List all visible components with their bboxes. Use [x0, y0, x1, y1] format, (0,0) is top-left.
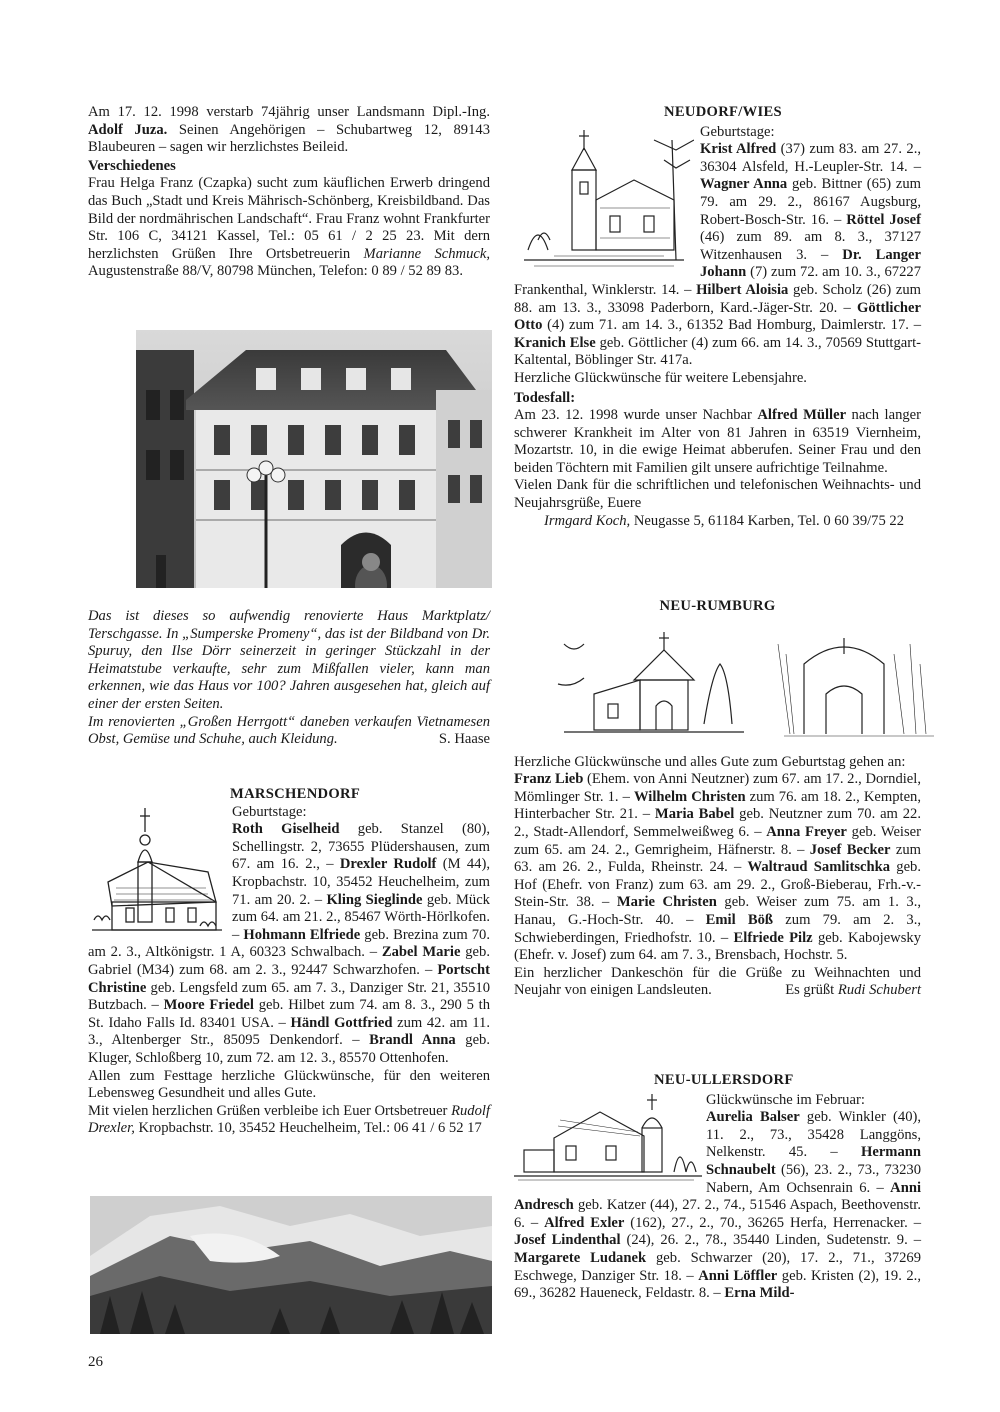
text-run: geb. Bittner (65) zum 79. am 29. 2., 86167 Augsburg, Robert-Bosch-Str. 16. – — [700, 176, 921, 228]
neurumburg-birthdays — [514, 771, 921, 965]
marschendorf-section — [88, 786, 490, 1138]
text-run: zum 79. am 2. 3., Schwieberdingen, Friedhofstr. 10. – — [514, 911, 922, 946]
text-run: Am 17. 12. 1998 verstarb 74jährig unser Landsmann Dipl.-Ing. — [88, 104, 490, 120]
person-name: Maria Babel — [654, 806, 735, 823]
text-run: Das ist dieses so aufwendig renovierte Haus Marktplatz/ Terschgasse. In „Sumperske Promeny“, das ist der Bildband von Dr. Spuruy, den Ilse Dörr seinerzeit in geringer Stückzahl in der Heimatstube verkaufte, sehr zum Mißfallen vieler, kann man erkennen, wie das Haus vor 100? Jahren ausgesehen hat, gleich auf einer der ersten Seiten. — [88, 608, 490, 712]
person-name: Anna Freyer — [766, 823, 847, 840]
person-name: Händl Gottfried — [290, 1014, 393, 1031]
text-run: geb. Kristen (2), 19. 2., 69., 36282 Haueneck, Feldastr. 8. – — [514, 1267, 921, 1302]
text-run: (37) zum 83. am 27. 2., 36304 Alsfeld, H.-Leupler-Str. 14. – — [700, 141, 921, 175]
text-run: geb. Neutzner zum 70. am 22. 2., Stadt-Allendorf, Semmelweißweg 6. – — [514, 806, 921, 840]
neudorf-death-heading: Todesfall: — [514, 389, 576, 406]
marschendorf-chapel-drawing — [88, 802, 226, 938]
text-run: (56), 23. 2., 73., 73230 Nabern, Am Ochsenrain 6. – — [706, 1161, 921, 1196]
text-run: zum 76. am 18. 2., Kempten, Hinterbacher Str. 21. – — [514, 788, 921, 823]
photo-caption-text-2 — [88, 714, 490, 749]
text-run: geb. Winkler (40), 11. 2., 73., 35428 Langgöns, Nelkenstr. 45. – — [706, 1109, 922, 1161]
text-run: Neugasse 5, 61184 Karben, Tel. 0 60 39/75 22 — [630, 512, 905, 529]
person-name: Zabel Marie — [381, 944, 461, 961]
text-run: Kropbachstr. 10, 35452 Heuchelheim, Tel.: 06 41 / 6 52 17 — [134, 1120, 482, 1137]
text-run: geb. Brezina zum 70. am 2. 3., Altkönigstr. 1 A, 60323 Schwalbach. – — [88, 926, 490, 961]
text-run: geb. Weiser zum 75. am 1. 3., Hanau, G.-Hoch-Str. 40. – — [514, 894, 921, 928]
text-run: Seinen Angehörigen – Schubartweg 12, 89143 Blaubeuren – sagen wir herzlichstes Beileid. — [88, 121, 490, 156]
person-name: Hermann Schnaubelt — [706, 1144, 921, 1178]
person-name: Wagner Anna — [700, 176, 788, 193]
text-run: (4) zum 71. am 14. 3., 61352 Bad Homburg, Daimlerstr. 17. – — [542, 317, 921, 334]
person-name: Hilbert Aloisia — [696, 281, 789, 298]
neudorf-death-text — [514, 407, 921, 477]
neuullersdorf-church-drawing — [514, 1090, 702, 1184]
photo-caption-signature: S. Haase — [438, 731, 490, 748]
person-name: Alfred Müller — [757, 407, 847, 424]
landscape-photo-drawing — [90, 1196, 492, 1334]
marschendorf-title: MARSCHENDORF — [230, 786, 361, 802]
marschendorf-intro: Geburtstage: — [232, 803, 307, 820]
obituary-paragraph — [88, 104, 490, 157]
person-name: Aurelia Balser — [706, 1109, 800, 1126]
person-name: Kranich Else — [514, 334, 596, 351]
neuullersdorf-section — [514, 1072, 921, 1303]
person-name: Portscht Christine — [88, 961, 490, 996]
building-photo-drawing — [136, 330, 492, 588]
person-name: Roth Giselheid — [232, 821, 340, 838]
person-name: Brandl Anna — [369, 1032, 456, 1049]
neurumburg-chapel-drawings — [554, 624, 954, 744]
text-run: geb. Gabriel (M34) zum 68. am 2. 3., 92447 Schwarzhofen. – — [88, 944, 490, 978]
neurumburg-signature-prefix: Es grüßt — [785, 982, 835, 999]
text-run: (Ehem. von Anni Neutzner) zum 67. am 17. 2., Dorndiel, Mömlinger Str. 1. – — [514, 771, 921, 805]
person-name: Margarete Ludanek — [514, 1249, 647, 1266]
text-run: geb. Lengsfeld zum 65. am 7. 3., Danziger Str. 21, 35510 Butzbach. – — [88, 979, 490, 1014]
marschendorf-wishes: Allen zum Festtage herzliche Glückwünsche, für den weiteren Lebensweg Gesundheit und alles Gute. — [88, 1067, 490, 1102]
person-name: Dr. Langer Johann — [700, 246, 922, 281]
neurumburg-thanks-text: Ein herzlicher Dankeschön für die Grüße zu Weihnachten und Neujahr von einigen Landsleuten. — [514, 964, 921, 999]
neuullersdorf-intro: Glückwünsche im Februar: — [706, 1091, 865, 1108]
neurumburg-signature-name: Rudi Schubert — [837, 982, 921, 999]
person-name: Waltraud Samlitschka — [747, 859, 891, 876]
neurumburg-section — [514, 598, 921, 1000]
text-run: geb. Mück zum 64. am 21. 2., 85467 Wörth-Hörlkofen. – — [232, 891, 490, 943]
person-name: Drexler Rudolf — [339, 856, 437, 873]
photo-caption — [88, 608, 490, 749]
person-name: Moore Friedel — [163, 997, 254, 1014]
neudorf-intro: Geburtstage: — [700, 123, 775, 140]
neurumburg-thanks — [514, 965, 921, 1000]
text-run: (46) zum 89. am 8. 3., 37127 Witzenhausen 3. – — [700, 229, 921, 263]
person-name: Hohmann Elfriede — [243, 926, 361, 943]
person-name: Elfriede Pilz — [733, 929, 813, 946]
person-name: Röttel Josef — [846, 211, 921, 228]
text-run: geb. Katzer (44), 27. 2., 74., 51546 Aspach, Beethovenstr. 6. – — [514, 1197, 921, 1231]
text-run: nach langer schwerer Krankheit im Alter von 81 Jahren in 63519 Viernheim, Mozartstr. 10, in die ewige Heimat abberufen. Seiner Frau und den beiden Töchtern mit Familien gilt unsere aufrichtige Teilnahme. — [514, 407, 921, 476]
building-photo — [136, 330, 492, 588]
neudorf-church-drawing — [514, 120, 694, 272]
text-run: zum 42. am 11. 3., Altenberger Str., 85095 Denkendorf. – — [88, 1014, 490, 1049]
person-name: Alfred Exler — [544, 1214, 625, 1231]
text-run: geb. Hof (Ehefr. von Franz) zum 63. am 29. 2., Groß-Bieberau, Frh.-v.-Stein-Str. 38. – — [514, 859, 921, 911]
italic-text: Irmgard Koch, — [544, 512, 631, 529]
text-run: Im renovierten „Großen Herrgott“ daneben verkaufen Vietnamesen Obst, Gemüse und Schuhe, auch Kleidung. — [88, 713, 490, 748]
text-run: geb. Stanzel (80), Schellingstr. 2, 73655 Plüdershausen, zum 67. am 16. 2., – — [232, 821, 490, 873]
text-run: (M 44), Kropbachstr. 10, 35452 Heuchelheim, zum 71. am 20. 2. – — [232, 856, 490, 908]
person-name: Emil Böß — [705, 911, 774, 928]
misc-paragraph — [88, 175, 490, 281]
italic-text: Rudolf Drexler, — [88, 1102, 490, 1137]
text-run: (7) zum 72. am 10. 3., 67227 Frankenthal, Winklerstr. 14. – — [514, 264, 921, 298]
person-name: Adolf Juza. — [88, 121, 168, 138]
text-run: (162), 27., 2., 70., 36265 Herfa, Herrenacker. – — [624, 1214, 921, 1231]
neudorf-title: NEUDORF/WIES — [664, 104, 782, 120]
text-run: (24), 26. 2., 78., 35440 Linden, Sudetenstr. 9. – — [620, 1232, 921, 1249]
text-run: Mit vielen herzlichen Grüßen verbleibe ich Euer Ortsbetreuer — [88, 1102, 452, 1119]
text-run: zum 63. am 26. 2., Fulda, Rheinstr. 24. – — [514, 841, 922, 876]
neudorf-signature — [514, 513, 921, 531]
text-run: geb. Kabojewsky (Ehefr. v. Josef) zum 64. am 7. 3., Brensbach, Hochstr. 5. — [514, 929, 921, 964]
person-name: Wilhelm Christen — [633, 788, 746, 805]
person-name: Göttlicher Otto — [514, 299, 921, 334]
text-run: geb. Hilbet zum 74. am 8. 3., 290 5 th St. Idaho Falls Id. 83401 USA. – — [88, 997, 490, 1031]
person-name: Anni Andresch — [514, 1179, 921, 1214]
person-name: Josef Becker — [809, 841, 891, 858]
text-run: geb. Kluger, Schloßberg 10, zum 72. am 12. 3., 85570 Ottenhofen. — [88, 1032, 490, 1066]
text-run: Frau Helga Franz (Czapka) sucht zum käuflichen Erwerb dringend das Buch „Stadt und Kreis Mährisch-Schönberg, Kreisbildband. Das Bild der nordmährischen Landschaft“. Frau Franz wohnt Frankfurter Str. 106 C, 34121 Kassel, Tel.: 05 61 / 2 25 23. Mit dern herzlichsten Grüßen Ihre Ortsbetreuerin — [88, 175, 490, 262]
text-run: geb. Schwarzer (20), 17. 2., 71., 37269 Eschwege, Danziger Str. 18. – — [514, 1249, 922, 1284]
neurumburg-title: NEU-RUMBURG — [659, 598, 776, 614]
text-run: Augustenstraße 88/V, 80798 München, Telefon: 0 89 / 52 89 83. — [88, 263, 463, 280]
text-run: geb. Göttlicher (4) zum 66. am 14. 3., 70569 Stuttgart-Kaltental, Böblinger Str. 417a. — [514, 334, 922, 369]
person-name: Anni Löffler — [698, 1267, 778, 1284]
person-name: Erna Mild- — [724, 1285, 795, 1302]
text-run: geb. Weiser zum 65. am 24. 2., Gemrigheim, Häfnerstr. 8. – — [514, 823, 921, 858]
neurumburg-signature — [785, 982, 921, 1000]
person-name: Krist Alfred — [700, 141, 777, 158]
person-name: Kling Sieglinde — [326, 891, 423, 908]
neurumburg-intro: Herzliche Glückwünsche und alles Gute zum Geburtstag gehen an: — [514, 753, 906, 770]
text-run: geb. Scholz (26) zum 88. am 13. 3., 33098 Paderborn, Kard.-Jäger-Str. 20. – — [514, 281, 921, 316]
neudorf-wishes: Herzliche Glückwünsche für weitere Lebensjahre. — [514, 369, 807, 386]
marschendorf-closing — [88, 1103, 490, 1138]
neudorf-thanks: Vielen Dank für die schriftlichen und telefonischen Weihnachts- und Neujahrsgrüße, Euere — [514, 477, 921, 512]
person-name: Josef Lindenthal — [514, 1232, 621, 1249]
text-run: Am 23. 12. 1998 wurde unser Nachbar — [514, 407, 758, 424]
neuullersdorf-title: NEU-ULLERSDORF — [654, 1072, 794, 1088]
misc-heading: Verschiedenes — [88, 157, 176, 174]
person-name: Marie Christen — [616, 894, 717, 911]
page-number: 26 — [88, 1354, 103, 1370]
person-name: Franz Lieb — [514, 771, 584, 788]
photo-caption-text — [88, 608, 490, 714]
neudorf-section — [514, 104, 921, 530]
landscape-photo — [90, 1196, 492, 1334]
italic-text: Marianne Schmuck, — [363, 245, 490, 262]
left-column-top — [88, 104, 490, 281]
